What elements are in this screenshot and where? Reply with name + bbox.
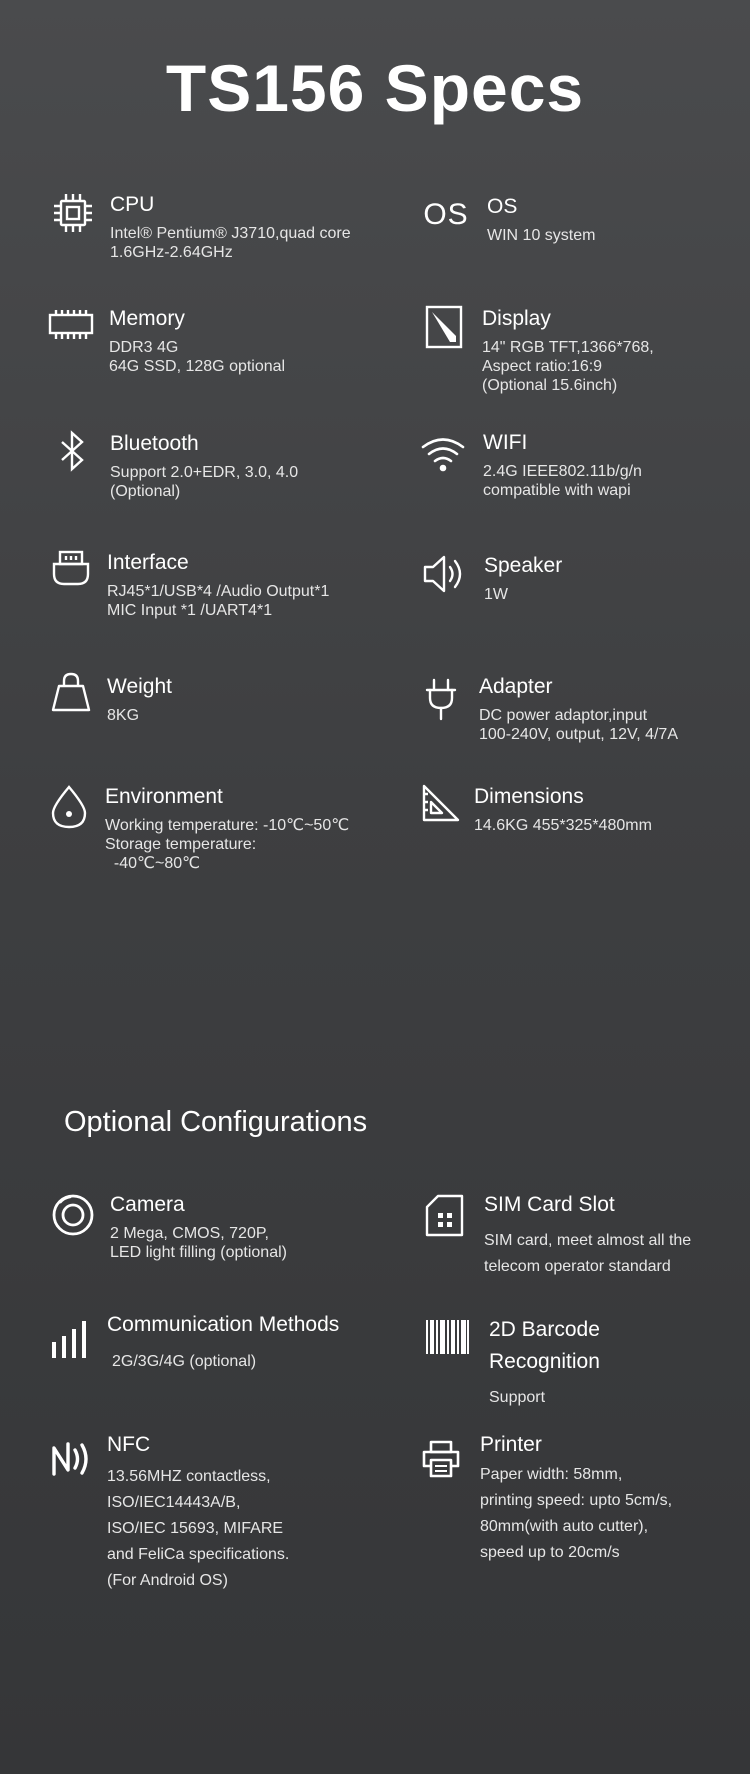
optional-section-title: Optional Configurations [64,1106,368,1138]
spec-label: Weight [107,675,172,698]
spec-line: (Optional) [110,483,181,500]
spec-line: 64G SSD, 128G optional [109,358,286,375]
spec-line: compatible with wapi [483,482,631,499]
cpu-icon [50,190,96,236]
spec-line: 1W [484,586,508,603]
weight-icon [48,668,94,714]
spec-label [489,1314,600,1378]
spec-line: Storage temperature: [105,836,257,853]
spec-label: SIM Card Slot [484,1193,615,1216]
spec-label: Communication Methods [107,1313,340,1336]
drop-icon [46,784,92,830]
os-glyph: OS [423,198,469,231]
spec-line: 14" RGB TFT,1366*768, [482,339,654,356]
printer-icon [418,1436,464,1482]
usb-icon [48,546,94,592]
spec-line: 100-240V, output, 12V, 4/7A [479,726,678,743]
spec-line: RJ45*1/USB*4 /Audio Output*1 [107,583,330,600]
spec-line: 13.56MHZ contactless, [107,1468,271,1485]
spec-line: WIN 10 system [487,227,596,244]
nfc-icon [48,1436,94,1482]
spec-line: 2G/3G/4G (optional) [112,1353,257,1370]
sim-card-icon [422,1192,468,1238]
speaker-icon [422,551,468,597]
page-title: TS156 Specs [165,51,585,125]
spec-label: Dimensions [474,785,584,808]
spec-line: (Optional 15.6inch) [482,377,618,394]
spec-line: (For Android OS) [107,1572,228,1589]
spec-label: Adapter [479,675,553,698]
spec-line: speed up to 20cm/s [480,1544,620,1561]
ruler-icon [418,780,464,826]
barcode-label-line: Recognition [489,1350,600,1373]
spec-label: NFC [107,1433,151,1456]
signal-bars-icon [48,1316,94,1362]
spec-line: SIM card, meet almost all the [484,1232,692,1249]
spec-line: 1.6GHz-2.64GHz [110,244,233,261]
spec-label: Printer [480,1433,542,1456]
spec-line: ISO/IEC 15693, MIFARE [107,1520,284,1537]
spec-line: Support 2.0+EDR, 3.0, 4.0 [110,464,299,481]
spec-line: 80mm(with auto cutter), [480,1518,649,1535]
barcode-icon [424,1314,470,1360]
spec-line: -40℃~80℃ [105,855,201,872]
spec-label: Memory [109,307,185,330]
bluetooth-icon [50,428,96,474]
spec-label: Speaker [484,554,563,577]
plug-icon [418,676,464,722]
spec-line: MIC Input *1 /UART4*1 [107,602,273,619]
spec-line: and FeliCa specifications. [107,1546,290,1563]
spec-line: 2.4G IEEE802.11b/g/n [483,463,642,480]
spec-line: 2 Mega, CMOS, 720P, [110,1225,269,1242]
spec-line: LED light filling (optional) [110,1244,287,1261]
wifi-icon [420,430,466,476]
spec-label: Camera [110,1193,185,1216]
spec-label: WIFI [483,431,528,454]
spec-line: Aspect ratio:16:9 [482,358,603,375]
spec-line: Intel® Pentium® J3710,quad core [110,225,351,242]
spec-label: OS [487,195,518,218]
spec-line: ISO/IEC14443A/B, [107,1494,241,1511]
spec-line: 14.6KG 455*325*480mm [474,817,652,834]
spec-label: Interface [107,551,189,574]
spec-label: CPU [110,193,155,216]
os-icon [422,192,470,238]
spec-label: Display [482,307,551,330]
barcode-label-line: 2D Barcode [489,1318,600,1341]
spec-line: DDR3 4G [109,339,179,356]
spec-line: Support [489,1389,546,1406]
spec-label: Bluetooth [110,432,199,455]
display-icon [422,304,468,350]
spec-line: printing speed: upto 5cm/s, [480,1492,673,1509]
spec-line: Working temperature: -10℃~50℃ [105,817,350,834]
spec-label: Environment [105,785,223,808]
spec-line: 8KG [107,707,140,724]
spec-line: Paper width: 58mm, [480,1466,623,1483]
camera-icon [50,1192,96,1238]
memory-icon [48,302,94,348]
spec-line: telecom operator standard [484,1258,671,1275]
spec-line: DC power adaptor,input [479,707,648,724]
